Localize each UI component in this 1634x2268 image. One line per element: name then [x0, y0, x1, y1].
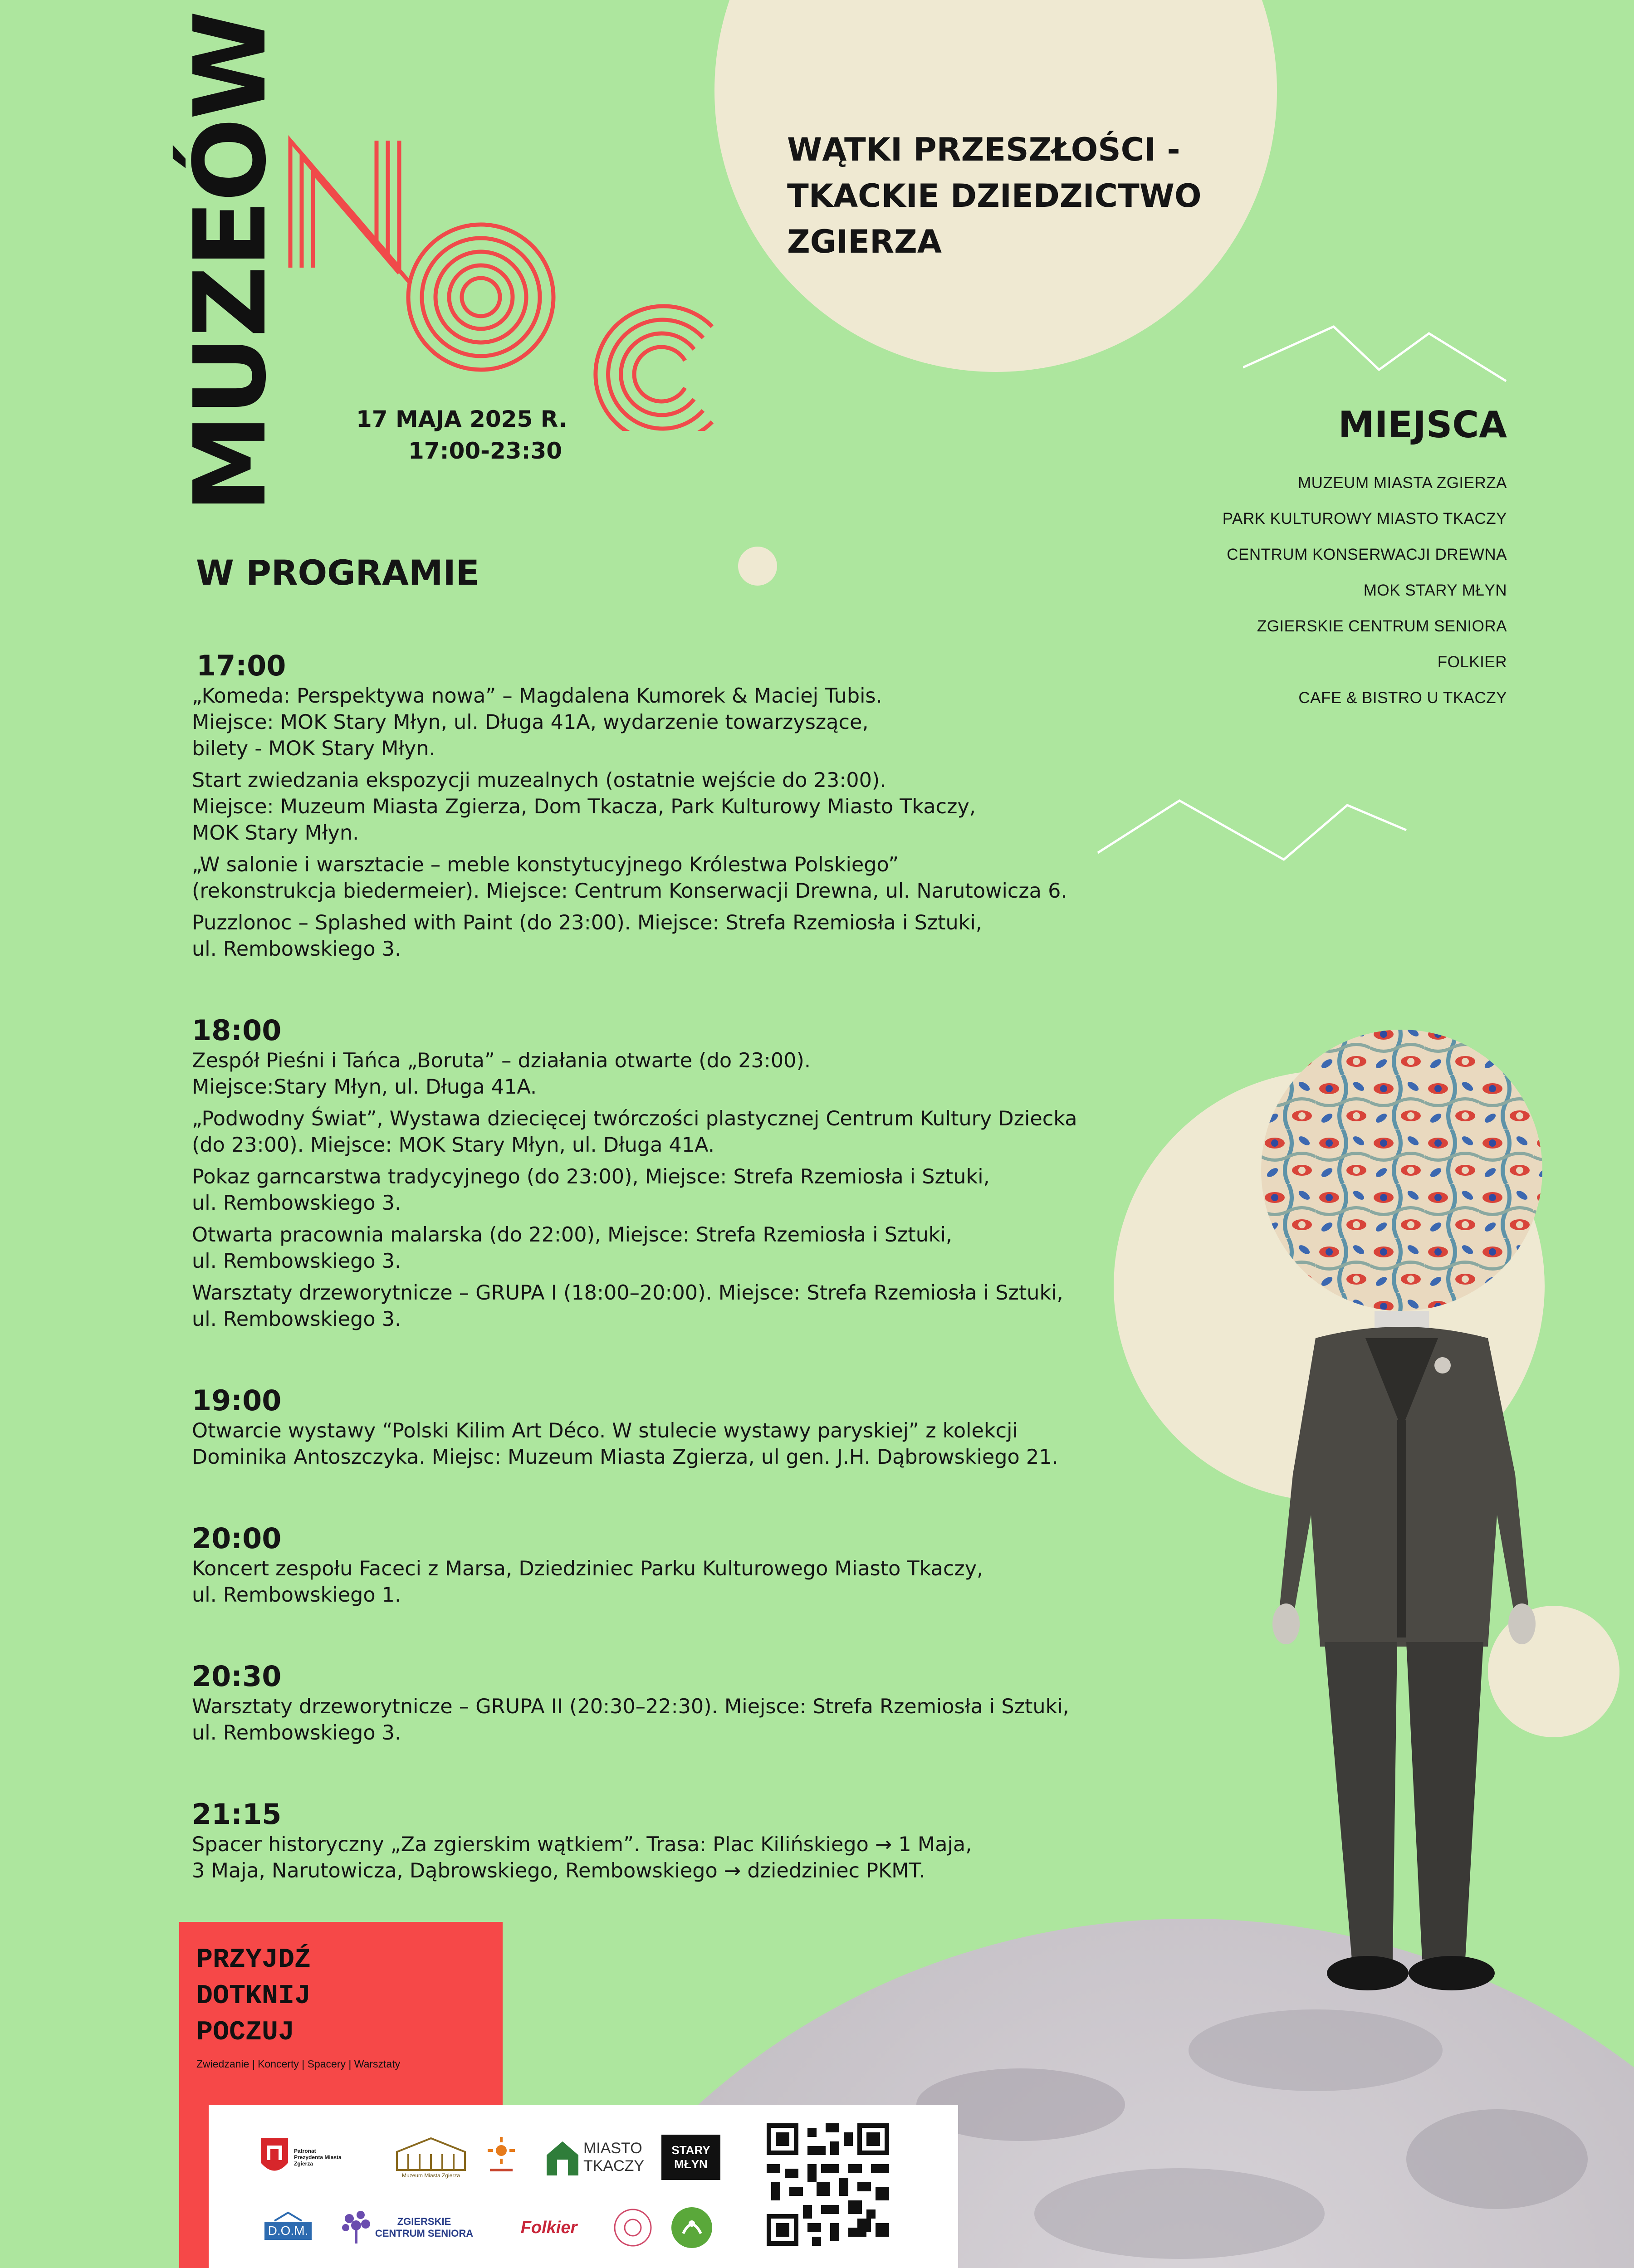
senior-text-1: ZGIERSKIE — [397, 2216, 451, 2227]
event-line: ul. Rembowskiego 1. — [192, 1584, 401, 1607]
event-entry — [192, 1832, 1135, 1884]
dom-logo — [259, 2200, 318, 2250]
event-line: Puzzlonoc – Splashed with Paint (do 23:00). Miejsce: Strefa Rzemiosła i Sztuki, — [192, 911, 982, 934]
tree-icon — [336, 2205, 377, 2246]
headline-line-1: WĄTKI PRZESZŁOŚCI - — [787, 131, 1180, 168]
event-entry — [192, 1280, 1135, 1333]
house-icon — [544, 2137, 581, 2178]
headline-line-2: TKACKIE DZIEDZICTWO — [787, 177, 1202, 215]
event-line: 3 Maja, Narutowicza, Dąbrowskiego, Rembowskiego → dziedziniec PKMT. — [192, 1859, 925, 1882]
event-entry — [192, 767, 1135, 846]
tree-logo — [331, 2200, 381, 2250]
event-line: „Komeda: Perspektywa nowa” – Magdalena Kumorek & Maciej Tubis. — [192, 684, 882, 708]
place-item: CAFE & BISTRO U TKACZY — [1298, 689, 1507, 707]
qr-code[interactable] — [767, 2123, 889, 2246]
green-badge-logo — [667, 2203, 717, 2253]
event-line: Spacer historyczny „Za zgierskim wątkiem”. Trasa: Plac Kilińskiego → 1 Maja, — [192, 1833, 972, 1856]
program-list — [192, 649, 1135, 1935]
stary-mlyn-logo — [661, 2135, 720, 2180]
event-entry — [192, 1164, 1135, 1217]
folkier-logo — [508, 2205, 590, 2250]
slot-time: 18:00 — [192, 1014, 282, 1047]
miasto-text: MIASTO — [583, 2140, 642, 2157]
event-line: ul. Rembowskiego 3. — [192, 1192, 401, 1215]
miasto-tkaczy-logo — [540, 2132, 649, 2182]
partner-logos — [209, 2105, 958, 2268]
slot-time: 19:00 — [192, 1384, 282, 1417]
event-date: 17 MAJA 2025 R. — [356, 406, 567, 432]
headline — [787, 127, 1286, 265]
place-item: CENTRUM KONSERWACJI DREWNA — [1227, 546, 1507, 563]
program-slot — [192, 1797, 1135, 1884]
event-line: Koncert zespołu Faceci z Marsa, Dziedziniec Parku Kulturowego Miasto Tkaczy, — [192, 1557, 983, 1580]
program-slot — [192, 1521, 1135, 1608]
headline-line-3: ZGIERZA — [787, 223, 942, 260]
event-line: (do 23:00). Miejsce: MOK Stary Młyn, ul. Długa 41A. — [192, 1134, 714, 1157]
patron-text: Patronat Prezydenta Miasta Zgierza — [294, 2148, 342, 2167]
event-entry — [192, 910, 1135, 963]
event-entry — [192, 1694, 1135, 1746]
slot-time: 17:00 — [196, 649, 286, 682]
event-entry — [192, 852, 1135, 904]
program-title: W PROGRAMIE — [196, 552, 479, 593]
event-line: Zespół Pieśni i Tańca „Boruta” – działania otwarte (do 23:00). — [192, 1049, 811, 1072]
title-noc — [286, 132, 721, 431]
event-line: ul. Rembowskiego 3. — [192, 938, 401, 961]
slogan-line-2: DOTKNIJ — [196, 1981, 311, 2012]
museum-name: Muzeum Miasta Zgierza — [401, 2172, 460, 2179]
roof-icon — [272, 2211, 304, 2222]
place-item: ZGIERSKIE CENTRUM SENIORA — [1257, 617, 1507, 635]
museum-building-icon — [392, 2136, 470, 2172]
folkier-text: Folkier — [520, 2218, 577, 2237]
event-line: Warsztaty drzeworytnicze – GRUPA II (20:30–22:30). Miejsce: Strefa Rzemiosła i Sztuki, — [192, 1695, 1069, 1718]
event-line: ul. Rembowskiego 3. — [192, 1308, 401, 1331]
qr-code-icon — [767, 2123, 889, 2246]
event-line: Pokaz garncarstwa tradycyjnego (do 23:00), Miejsce: Strefa Rzemiosła i Sztuki, — [192, 1165, 990, 1188]
program-slot — [192, 1383, 1135, 1471]
event-line: bilety - MOK Stary Młyn. — [192, 737, 435, 760]
event-line: „Podwodny Świat”, Wystawa dziecięcej twórczości plastycznej Centrum Kultury Dziecka — [192, 1107, 1077, 1130]
stary-text: STARY — [671, 2143, 710, 2157]
collage-figure — [1261, 1021, 1561, 2009]
event-line: Otwarta pracownia malarska (do 22:00), Miejsce: Strefa Rzemiosła i Sztuki, — [192, 1223, 953, 1246]
event-line: Start zwiedzania ekspozycji muzealnych (ostatnie wejście do 23:00). — [192, 769, 886, 792]
patron-logo — [259, 2132, 345, 2182]
place-item: PARK KULTUROWY MIASTO TKACZY — [1222, 510, 1507, 528]
event-entry — [192, 1418, 1135, 1471]
green-badge-icon — [670, 2206, 714, 2249]
event-entry — [192, 1048, 1135, 1100]
slot-time: 21:15 — [192, 1798, 282, 1831]
senior-centre-logo — [374, 2207, 474, 2248]
title-muzeow: MUZEÓW — [173, 12, 288, 513]
event-line: (rekonstrukcja biedermeier). Miejsce: Centrum Konserwacji Drewna, ul. Narutowicza 6. — [192, 880, 1067, 903]
slogan-line-1: PRZYJDŹ — [196, 1945, 311, 1975]
event-entry — [192, 1106, 1135, 1158]
mlyn-text: MŁYN — [674, 2157, 708, 2171]
event-entry — [192, 1556, 1135, 1608]
event-time: 17:00-23:30 — [408, 438, 563, 464]
city-crest-icon — [259, 2136, 290, 2179]
event-line: ul. Rembowskiego 3. — [192, 1721, 401, 1745]
emblem-icon — [612, 2207, 653, 2248]
event-line: Otwarcie wystawy “Polski Kilim Art Déco. W stulecie wystawy paryskiej” z kolekcji — [192, 1419, 1018, 1442]
senior-text-2: CENTRUM SENIORA — [375, 2228, 474, 2239]
event-line: ul. Rembowskiego 3. — [192, 1250, 401, 1273]
place-item: FOLKIER — [1437, 653, 1507, 671]
places-list — [1223, 472, 1507, 723]
place-item: MOK STARY MŁYN — [1363, 582, 1507, 599]
program-slot — [192, 1659, 1135, 1746]
slot-time: 20:00 — [192, 1522, 282, 1555]
places-title: MIEJSCA — [1338, 404, 1507, 446]
slot-time: 20:30 — [192, 1660, 282, 1693]
event-entry — [192, 1222, 1135, 1275]
slogan-categories: Zwiedzanie | Koncerty | Spacery | Warsztaty — [196, 2058, 401, 2070]
slogan-line-3: POCZUJ — [196, 2017, 295, 2048]
event-entry — [192, 683, 1135, 762]
dom-text: D.O.M. — [264, 2222, 312, 2240]
event-line: Dominika Antoszczyka. Miejsc: Muzeum Miasta Zgierza, ul gen. J.H. Dąbrowskiego 21. — [192, 1446, 1058, 1469]
event-line: „W salonie i warsztacie – meble konstytucyjnego Królestwa Polskiego” — [192, 853, 899, 876]
museum-logo — [388, 2130, 474, 2185]
emblem-logo — [608, 2203, 658, 2253]
program-slot — [192, 1013, 1135, 1333]
place-item: MUZEUM MIASTA ZGIERZA — [1298, 474, 1507, 492]
event-line: MOK Stary Młyn. — [192, 821, 359, 845]
program-slot — [192, 649, 1135, 963]
event-line: Miejsce:Stary Młyn, ul. Długa 41A. — [192, 1075, 537, 1099]
event-line: Miejsce: MOK Stary Młyn, ul. Długa 41A, wydarzenie towarzyszące, — [192, 711, 869, 734]
event-line: Miejsce: Muzeum Miasta Zgierza, Dom Tkacza, Park Kulturowy Miasto Tkaczy, — [192, 795, 976, 818]
sun-pattern-icon — [485, 2135, 517, 2180]
tkaczy-text: TKACZY — [583, 2157, 645, 2175]
culture-logo — [481, 2130, 522, 2185]
event-line: Warsztaty drzeworytnicze – GRUPA I (18:00–20:00). Miejsce: Strefa Rzemiosła i Sztuki, — [192, 1281, 1063, 1305]
